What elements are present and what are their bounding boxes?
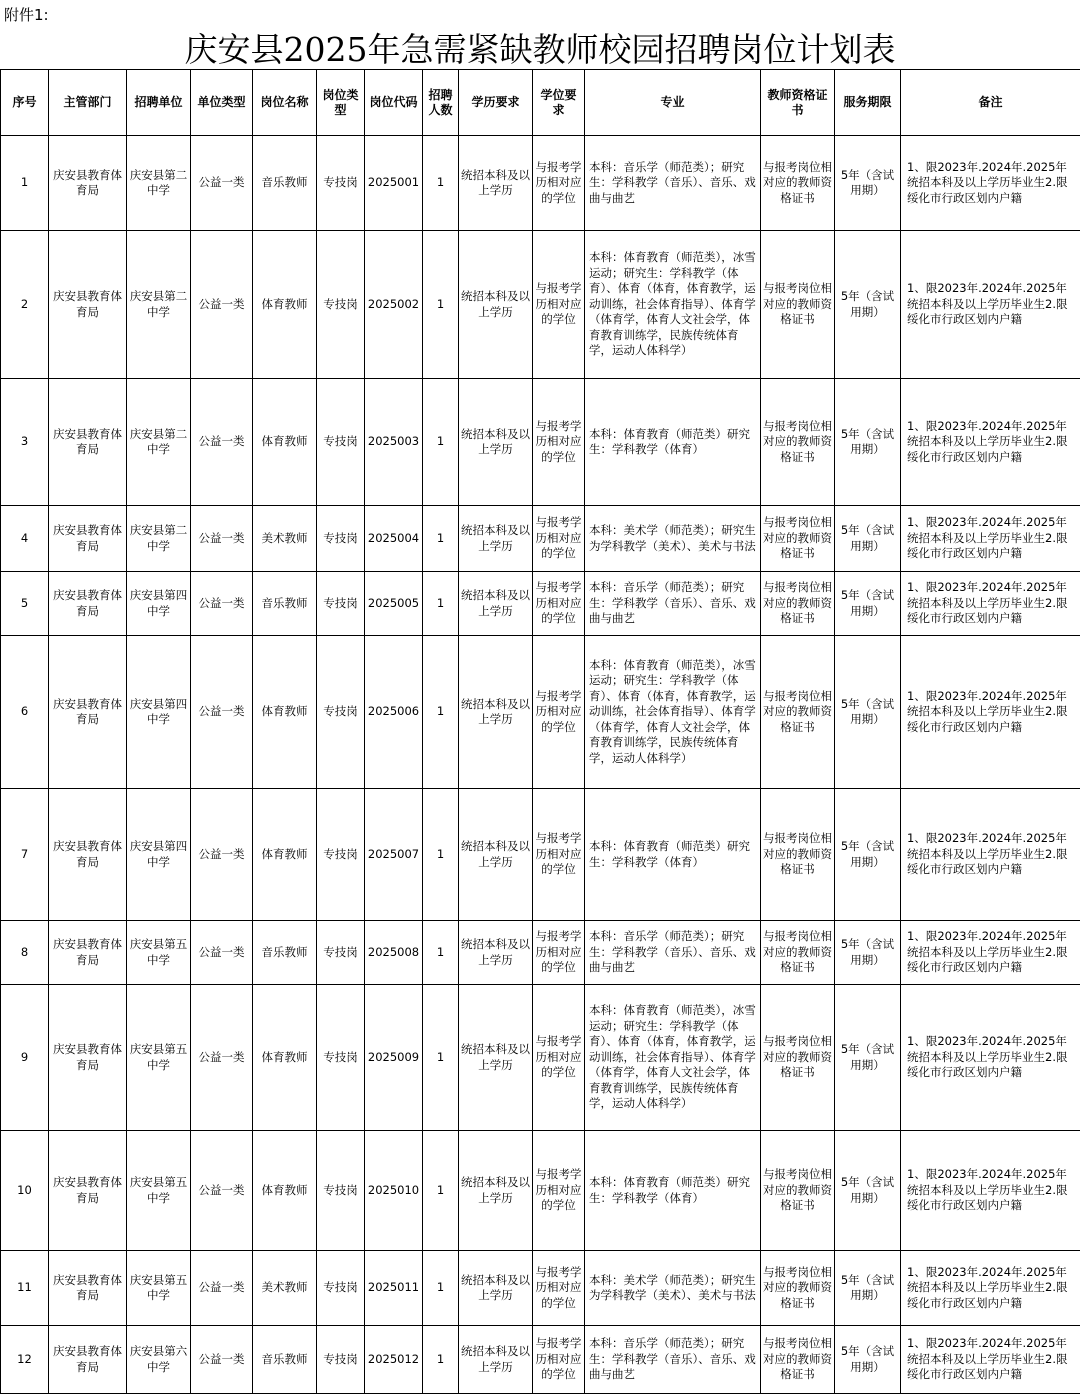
cell-count: 1 [423,572,459,636]
cell-education: 统招本科及以上学历 [459,1251,533,1326]
cell-count: 1 [423,789,459,921]
cell-cert: 与报考岗位相对应的教师资格证书 [761,231,835,379]
cell-note: 1、限2023年.2024年.2025年统招本科及以上学历毕业生2.限绥化市行政区划内户籍 [901,636,1080,789]
cell-no: 3 [1,379,49,506]
cell-term: 5年（含试用期） [835,379,901,506]
cell-count: 1 [423,1326,459,1394]
cell-unit: 庆安县第四中学 [127,636,191,789]
cell-no: 5 [1,572,49,636]
cell-unit-type: 公益一类 [191,985,253,1131]
cell-code: 2025010 [365,1131,423,1251]
cell-post-type: 专技岗 [317,1131,365,1251]
cell-major: 本科：美术学（师范类）；研究生为学科教学（美术）、美术与书法 [585,1251,761,1326]
cell-note: 1、限2023年.2024年.2025年统招本科及以上学历毕业生2.限绥化市行政区划内户籍 [901,572,1080,636]
cell-post-type: 专技岗 [317,1326,365,1394]
recruitment-table [0,69,1080,1394]
cell-dept: 庆安县教育体育局 [49,985,127,1131]
cell-note: 1、限2023年.2024年.2025年统招本科及以上学历毕业生2.限绥化市行政区划内户籍 [901,231,1080,379]
cell-term: 5年（含试用期） [835,789,901,921]
cell-education: 统招本科及以上学历 [459,506,533,572]
cell-unit: 庆安县第二中学 [127,136,191,231]
cell-count: 1 [423,506,459,572]
cell-unit-type: 公益一类 [191,572,253,636]
cell-degree: 与报考学历相对应的学位 [533,231,585,379]
cell-term: 5年（含试用期） [835,1131,901,1251]
header-cell: 学历要求 [459,70,533,136]
cell-count: 1 [423,1251,459,1326]
table-row [1,1326,1080,1394]
cell-unit-type: 公益一类 [191,231,253,379]
cell-cert: 与报考岗位相对应的教师资格证书 [761,1326,835,1394]
cell-education: 统招本科及以上学历 [459,921,533,985]
cell-unit: 庆安县第五中学 [127,985,191,1131]
cell-major: 本科：美术学（师范类）；研究生为学科教学（美术）、美术与书法 [585,506,761,572]
cell-dept: 庆安县教育体育局 [49,921,127,985]
cell-code: 2025003 [365,379,423,506]
cell-count: 1 [423,636,459,789]
cell-no: 4 [1,506,49,572]
cell-post: 体育教师 [253,1131,317,1251]
cell-post: 音乐教师 [253,1326,317,1394]
cell-no: 7 [1,789,49,921]
cell-count: 1 [423,136,459,231]
cell-unit-type: 公益一类 [191,636,253,789]
cell-dept: 庆安县教育体育局 [49,379,127,506]
cell-dept: 庆安县教育体育局 [49,506,127,572]
cell-term: 5年（含试用期） [835,921,901,985]
cell-cert: 与报考岗位相对应的教师资格证书 [761,1251,835,1326]
cell-code: 2025012 [365,1326,423,1394]
cell-degree: 与报考学历相对应的学位 [533,1251,585,1326]
cell-code: 2025007 [365,789,423,921]
table-header-row [1,70,1080,136]
cell-term: 5年（含试用期） [835,136,901,231]
table-row [1,231,1080,379]
cell-post-type: 专技岗 [317,985,365,1131]
cell-count: 1 [423,379,459,506]
cell-degree: 与报考学历相对应的学位 [533,636,585,789]
cell-degree: 与报考学历相对应的学位 [533,985,585,1131]
cell-post: 体育教师 [253,379,317,506]
header-cell: 招聘人数 [423,70,459,136]
cell-note: 1、限2023年.2024年.2025年统招本科及以上学历毕业生2.限绥化市行政区划内户籍 [901,1251,1080,1326]
cell-education: 统招本科及以上学历 [459,572,533,636]
cell-term: 5年（含试用期） [835,1251,901,1326]
cell-post: 体育教师 [253,231,317,379]
cell-dept: 庆安县教育体育局 [49,1131,127,1251]
cell-note: 1、限2023年.2024年.2025年统招本科及以上学历毕业生2.限绥化市行政区划内户籍 [901,789,1080,921]
cell-major: 本科：体育教育（师范类）研究生：学科教学（体育） [585,1131,761,1251]
cell-cert: 与报考岗位相对应的教师资格证书 [761,921,835,985]
table-row [1,1131,1080,1251]
cell-code: 2025008 [365,921,423,985]
table-body [1,136,1080,1394]
cell-unit: 庆安县第五中学 [127,1131,191,1251]
cell-degree: 与报考学历相对应的学位 [533,136,585,231]
header-cell: 教师资格证书 [761,70,835,136]
cell-education: 统招本科及以上学历 [459,231,533,379]
cell-cert: 与报考岗位相对应的教师资格证书 [761,379,835,506]
cell-unit-type: 公益一类 [191,1326,253,1394]
table-row [1,506,1080,572]
cell-unit: 庆安县第六中学 [127,1326,191,1394]
cell-unit-type: 公益一类 [191,789,253,921]
cell-degree: 与报考学历相对应的学位 [533,1326,585,1394]
table-row [1,136,1080,231]
cell-code: 2025005 [365,572,423,636]
cell-unit: 庆安县第二中学 [127,231,191,379]
cell-education: 统招本科及以上学历 [459,789,533,921]
cell-cert: 与报考岗位相对应的教师资格证书 [761,985,835,1131]
cell-degree: 与报考学历相对应的学位 [533,789,585,921]
cell-major: 本科：音乐学（师范类）；研究生：学科教学（音乐）、音乐、戏曲与曲艺 [585,572,761,636]
cell-code: 2025002 [365,231,423,379]
cell-major: 本科：体育教育（师范类）研究生：学科教学（体育） [585,789,761,921]
cell-cert: 与报考岗位相对应的教师资格证书 [761,572,835,636]
cell-degree: 与报考学历相对应的学位 [533,379,585,506]
cell-post: 音乐教师 [253,921,317,985]
cell-no: 10 [1,1131,49,1251]
cell-post: 美术教师 [253,506,317,572]
cell-education: 统招本科及以上学历 [459,985,533,1131]
cell-dept: 庆安县教育体育局 [49,1251,127,1326]
cell-note: 1、限2023年.2024年.2025年统招本科及以上学历毕业生2.限绥化市行政区划内户籍 [901,506,1080,572]
cell-post: 音乐教师 [253,572,317,636]
cell-note: 1、限2023年.2024年.2025年统招本科及以上学历毕业生2.限绥化市行政区划内户籍 [901,136,1080,231]
cell-dept: 庆安县教育体育局 [49,231,127,379]
cell-degree: 与报考学历相对应的学位 [533,572,585,636]
cell-code: 2025001 [365,136,423,231]
cell-dept: 庆安县教育体育局 [49,136,127,231]
cell-post-type: 专技岗 [317,231,365,379]
cell-no: 12 [1,1326,49,1394]
cell-count: 1 [423,1131,459,1251]
cell-cert: 与报考岗位相对应的教师资格证书 [761,789,835,921]
table-row [1,572,1080,636]
header-cell: 服务期限 [835,70,901,136]
cell-unit: 庆安县第五中学 [127,1251,191,1326]
cell-major: 本科：音乐学（师范类）；研究生：学科教学（音乐）、音乐、戏曲与曲艺 [585,921,761,985]
cell-term: 5年（含试用期） [835,636,901,789]
header-cell: 备注 [901,70,1080,136]
cell-code: 2025006 [365,636,423,789]
cell-no: 9 [1,985,49,1131]
cell-major: 本科：体育教育（师范类），冰雪运动；研究生：学科教学（体育）、体育（体育，体育教学，运动训练，社会体育指导）、体育学（体育学，体育人文社会学，体育教育训练学，民族传统体育学，运动人体科学） [585,985,761,1131]
page-title: 庆安县2025年急需紧缺教师校园招聘岗位计划表 [0,30,1080,70]
cell-education: 统招本科及以上学历 [459,136,533,231]
cell-education: 统招本科及以上学历 [459,1326,533,1394]
cell-degree: 与报考学历相对应的学位 [533,506,585,572]
attachment-label: 附件1: [4,5,49,25]
header-cell: 学位要求 [533,70,585,136]
table-row [1,921,1080,985]
cell-post: 美术教师 [253,1251,317,1326]
cell-code: 2025009 [365,985,423,1131]
cell-post: 音乐教师 [253,136,317,231]
cell-note: 1、限2023年.2024年.2025年统招本科及以上学历毕业生2.限绥化市行政区划内户籍 [901,379,1080,506]
cell-unit-type: 公益一类 [191,379,253,506]
cell-post-type: 专技岗 [317,136,365,231]
cell-unit-type: 公益一类 [191,136,253,231]
cell-term: 5年（含试用期） [835,985,901,1131]
header-cell: 序号 [1,70,49,136]
cell-note: 1、限2023年.2024年.2025年统招本科及以上学历毕业生2.限绥化市行政区划内户籍 [901,1326,1080,1394]
header-cell: 专业 [585,70,761,136]
cell-dept: 庆安县教育体育局 [49,789,127,921]
cell-term: 5年（含试用期） [835,231,901,379]
cell-cert: 与报考岗位相对应的教师资格证书 [761,636,835,789]
header-cell: 招聘单位 [127,70,191,136]
cell-cert: 与报考岗位相对应的教师资格证书 [761,1131,835,1251]
cell-dept: 庆安县教育体育局 [49,1326,127,1394]
cell-count: 1 [423,985,459,1131]
cell-note: 1、限2023年.2024年.2025年统招本科及以上学历毕业生2.限绥化市行政区划内户籍 [901,921,1080,985]
table-row [1,789,1080,921]
cell-education: 统招本科及以上学历 [459,379,533,506]
header-cell: 岗位代码 [365,70,423,136]
cell-unit: 庆安县第四中学 [127,789,191,921]
cell-post-type: 专技岗 [317,572,365,636]
cell-unit: 庆安县第四中学 [127,572,191,636]
cell-unit: 庆安县第五中学 [127,921,191,985]
cell-unit-type: 公益一类 [191,506,253,572]
cell-unit: 庆安县第二中学 [127,506,191,572]
cell-major: 本科：音乐学（师范类）；研究生：学科教学（音乐）、音乐、戏曲与曲艺 [585,1326,761,1394]
cell-major: 本科：体育教育（师范类），冰雪运动；研究生：学科教学（体育）、体育（体育，体育教学，运动训练，社会体育指导）、体育学（体育学，体育人文社会学，体育教育训练学，民族传统体育学，运动人体科学） [585,636,761,789]
cell-no: 6 [1,636,49,789]
cell-no: 2 [1,231,49,379]
cell-education: 统招本科及以上学历 [459,636,533,789]
cell-term: 5年（含试用期） [835,506,901,572]
cell-post-type: 专技岗 [317,506,365,572]
header-cell: 单位类型 [191,70,253,136]
cell-unit-type: 公益一类 [191,921,253,985]
cell-degree: 与报考学历相对应的学位 [533,921,585,985]
cell-post-type: 专技岗 [317,636,365,789]
table-row [1,1251,1080,1326]
cell-term: 5年（含试用期） [835,1326,901,1394]
cell-note: 1、限2023年.2024年.2025年统招本科及以上学历毕业生2.限绥化市行政区划内户籍 [901,1131,1080,1251]
cell-major: 本科：体育教育（师范类）研究生：学科教学（体育） [585,379,761,506]
cell-cert: 与报考岗位相对应的教师资格证书 [761,136,835,231]
header-cell: 岗位类型 [317,70,365,136]
cell-unit-type: 公益一类 [191,1131,253,1251]
cell-post-type: 专技岗 [317,1251,365,1326]
table-row [1,636,1080,789]
cell-degree: 与报考学历相对应的学位 [533,1131,585,1251]
cell-count: 1 [423,921,459,985]
cell-no: 1 [1,136,49,231]
cell-count: 1 [423,231,459,379]
table-row [1,379,1080,506]
cell-post-type: 专技岗 [317,379,365,506]
cell-unit-type: 公益一类 [191,1251,253,1326]
cell-post: 体育教师 [253,636,317,789]
cell-major: 本科：体育教育（师范类），冰雪运动；研究生：学科教学（体育）、体育（体育，体育教学，运动训练，社会体育指导）、体育学（体育学，体育人文社会学，体育教育训练学，民族传统体育学，运动人体科学） [585,231,761,379]
cell-note: 1、限2023年.2024年.2025年统招本科及以上学历毕业生2.限绥化市行政区划内户籍 [901,985,1080,1131]
cell-post-type: 专技岗 [317,789,365,921]
table-row [1,985,1080,1131]
cell-no: 11 [1,1251,49,1326]
cell-unit: 庆安县第二中学 [127,379,191,506]
cell-dept: 庆安县教育体育局 [49,636,127,789]
cell-post: 体育教师 [253,789,317,921]
cell-major: 本科：音乐学（师范类）；研究生：学科教学（音乐）、音乐、戏曲与曲艺 [585,136,761,231]
header-cell: 岗位名称 [253,70,317,136]
cell-term: 5年（含试用期） [835,572,901,636]
cell-code: 2025004 [365,506,423,572]
cell-post: 体育教师 [253,985,317,1131]
header-cell: 主管部门 [49,70,127,136]
cell-education: 统招本科及以上学历 [459,1131,533,1251]
cell-cert: 与报考岗位相对应的教师资格证书 [761,506,835,572]
cell-code: 2025011 [365,1251,423,1326]
cell-post-type: 专技岗 [317,921,365,985]
cell-no: 8 [1,921,49,985]
cell-dept: 庆安县教育体育局 [49,572,127,636]
